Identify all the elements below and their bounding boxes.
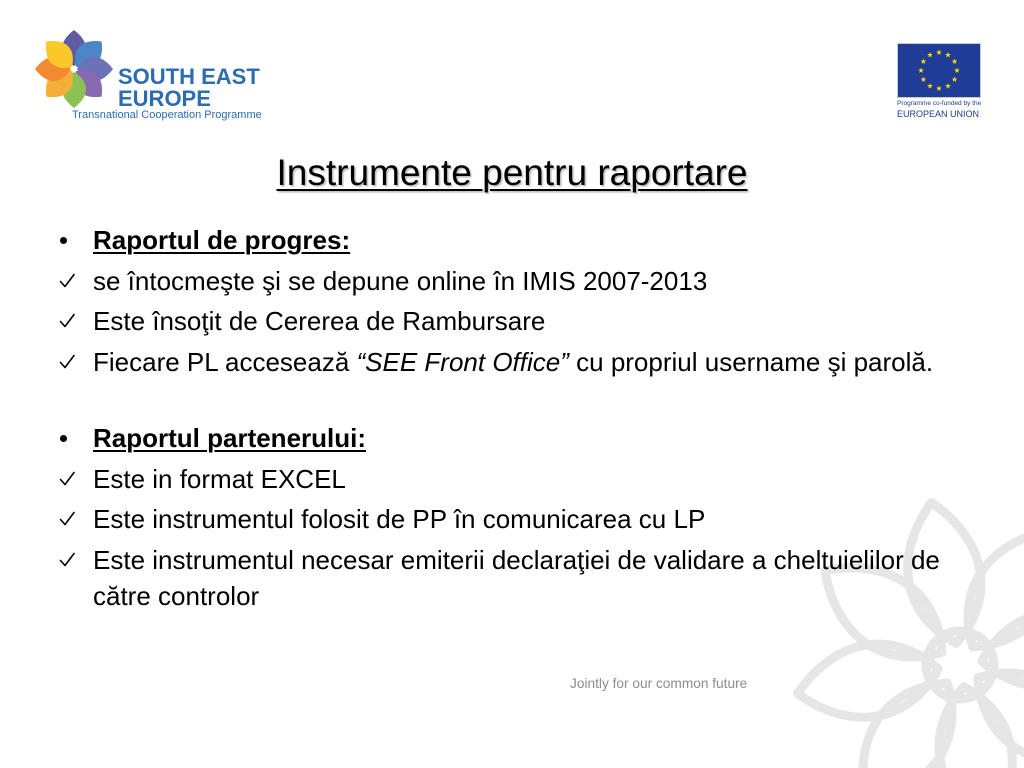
eu-caption-line2: EUROPEAN UNION bbox=[897, 109, 980, 119]
bullet-icon bbox=[55, 222, 93, 258]
check-icon bbox=[55, 542, 93, 578]
check-icon-glyph bbox=[58, 312, 76, 330]
checklist-item-text: Este instrumentul necesar emiterii declaraţiei de validare a cheltuielilor de către controlor bbox=[93, 544, 940, 611]
logo-tagline: Transnational Cooperation Programme bbox=[72, 109, 262, 121]
watermark-petal bbox=[791, 633, 944, 729]
check-icon-glyph bbox=[58, 353, 76, 371]
footer-tagline: Jointly for our common future bbox=[570, 676, 748, 691]
bullet-heading-row bbox=[55, 222, 980, 258]
bullet-dot bbox=[60, 435, 67, 442]
checklist-item-text: Este instrumentul folosit de PP în comunicarea cu LP bbox=[93, 504, 706, 534]
item-text-before: Fiecare PL accesează bbox=[93, 346, 357, 377]
section-heading: Raportul de progres: bbox=[93, 225, 351, 255]
checklist-item-text: se întocmeşte şi se depune online în IMIS 2007-2013 bbox=[93, 265, 708, 296]
checklist-item-text: Este in format EXCEL bbox=[93, 463, 346, 494]
bullet-dot bbox=[60, 237, 67, 244]
slide-content bbox=[55, 222, 980, 618]
checklist-item bbox=[55, 303, 980, 339]
checklist-item bbox=[55, 461, 980, 497]
bullet-heading-row bbox=[55, 420, 980, 456]
slide-title: Instrumente pentru raportare bbox=[276, 152, 748, 193]
check-icon bbox=[55, 344, 93, 380]
checklist-item bbox=[55, 344, 980, 380]
eu-flag-icon bbox=[897, 43, 981, 98]
item-text-after: cu propriul username şi parolă. bbox=[568, 346, 934, 377]
eu-caption-line1: Programme co-funded by the bbox=[897, 100, 982, 107]
check-icon-glyph bbox=[58, 470, 76, 488]
checklist-item bbox=[55, 542, 980, 614]
section-progress-report bbox=[55, 222, 980, 384]
checklist-item-text: Este însoţit de Cererea de Rambursare bbox=[93, 306, 546, 336]
checklist-item-text bbox=[93, 344, 973, 380]
logo-text-line1: SOUTH EAST bbox=[118, 64, 260, 89]
check-icon-glyph bbox=[58, 510, 76, 528]
checklist-item bbox=[55, 263, 980, 299]
section-partner-report bbox=[55, 420, 980, 618]
item-text-italic: “SEE Front Office” bbox=[356, 346, 569, 377]
check-icon-glyph bbox=[58, 551, 76, 569]
logo-text-line2: EUROPE bbox=[118, 86, 211, 111]
check-icon bbox=[55, 501, 93, 537]
check-icon-glyph bbox=[58, 272, 76, 290]
section-heading: Raportul partenerului: bbox=[93, 423, 367, 453]
check-icon bbox=[55, 303, 93, 339]
see-logo-flower-icon bbox=[33, 28, 115, 110]
check-icon bbox=[55, 461, 93, 497]
bullet-icon bbox=[55, 420, 93, 456]
checklist-item bbox=[55, 501, 980, 537]
check-icon bbox=[55, 263, 93, 299]
